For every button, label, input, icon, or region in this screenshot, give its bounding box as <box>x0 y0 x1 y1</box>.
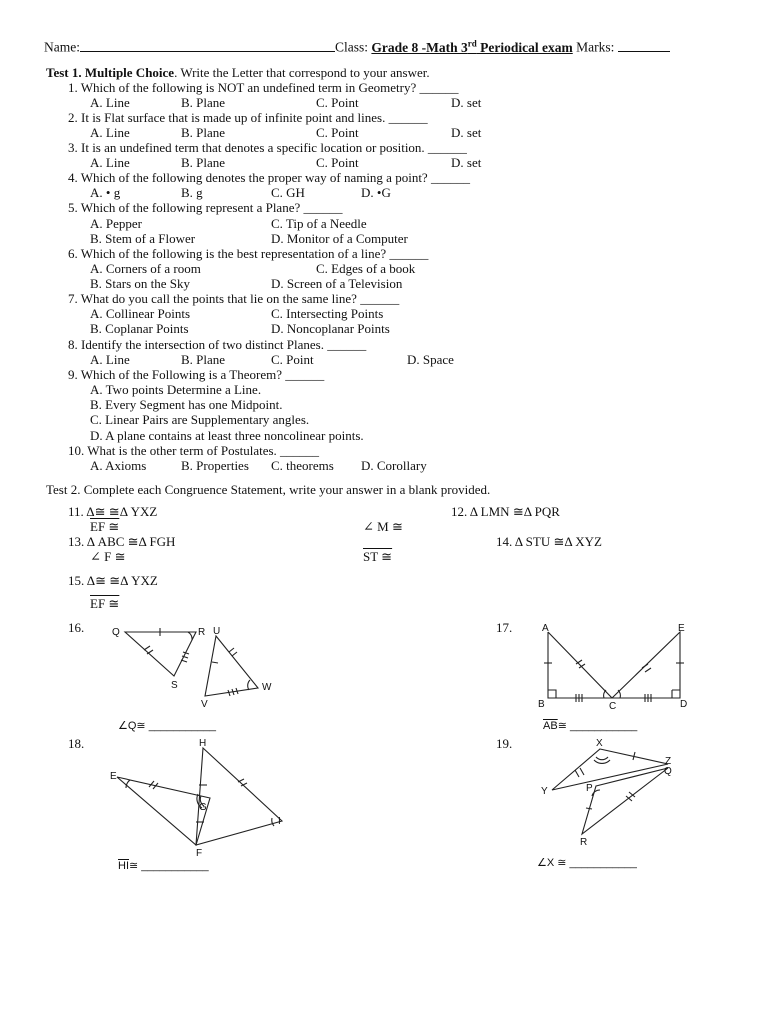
triangle-uvw <box>205 636 258 696</box>
option[interactable]: D. Screen of a Television <box>271 276 403 291</box>
figure-19-triangles <box>552 749 668 834</box>
item-11-prompt: EF ≅ <box>90 519 120 534</box>
option[interactable]: C. GH <box>271 185 305 200</box>
label-h: H <box>199 738 207 749</box>
class-value: Grade 8 -Math 3rd Periodical exam <box>371 38 573 55</box>
option[interactable]: A. Axioms <box>90 458 147 473</box>
test2-title: Test 2. Complete each Congruence Statement, write your answer in a blank provided. <box>46 482 491 497</box>
question-7: 7. What do you call the points that lie on the same line? ______ <box>68 291 400 306</box>
option[interactable]: B. Plane <box>181 95 226 110</box>
item-16-answer[interactable]: ∠Q≅ ___________ <box>118 720 216 732</box>
option[interactable]: C. Edges of a book <box>316 261 416 276</box>
figure-17-triangles <box>544 632 684 702</box>
label-z: Z <box>665 756 672 767</box>
option[interactable]: B. Properties <box>181 458 249 473</box>
question-4: 4. Which of the following denotes the proper way of naming a point? ______ <box>68 170 470 185</box>
item-12: 12. Δ LMN ≅Δ PQR <box>451 504 560 519</box>
option[interactable]: C. Linear Pairs are Supplementary angles. <box>90 412 310 427</box>
label-x: X <box>596 738 603 749</box>
item-15: 15. Δ≅ ≅Δ YXZ <box>68 573 158 588</box>
item-14-prompt: ST ≅ <box>363 549 393 564</box>
item-12-prompt: ∠ M ≅ <box>363 519 403 534</box>
label-b: B <box>538 699 545 710</box>
class-label: Class: <box>335 39 369 55</box>
option[interactable]: D. •G <box>361 185 391 200</box>
option[interactable]: B. Plane <box>181 155 226 170</box>
question-6: 6. Which of the following is the best representation of a line? ______ <box>68 246 429 261</box>
option[interactable]: D. Monitor of a Computer <box>271 231 408 246</box>
item-14: 14. Δ STU ≅Δ XYZ <box>496 534 602 549</box>
label-r: R <box>580 837 588 848</box>
item-11: 11. Δ≅ ≅Δ YXZ <box>68 504 158 519</box>
question-1: 1. Which of the following is NOT an undefined term in Geometry? ______ <box>68 80 459 95</box>
option[interactable]: A. Line <box>90 125 130 140</box>
item-13-prompt: ∠ F ≅ <box>90 549 126 564</box>
figure-16-triangles <box>125 628 258 696</box>
item-17-answer[interactable]: $\overline{AB}≅$ ___________ <box>543 720 638 732</box>
option[interactable]: B. Stem of a Flower <box>90 231 196 246</box>
option[interactable]: C. Intersecting Points <box>271 306 384 321</box>
item-19-answer[interactable]: ∠X ≅ ___________ <box>537 857 637 869</box>
question-8: 8. Identify the intersection of two distinct Planes. ______ <box>68 337 367 352</box>
question-3: 3. It is an undefined term that denotes a specific location or position. ______ <box>68 140 467 155</box>
item-18-number: 18. <box>68 736 85 751</box>
label-s: S <box>171 680 178 691</box>
triangle-xzy <box>552 749 668 790</box>
marks-label: Marks: <box>572 39 615 55</box>
option[interactable]: D. Noncoplanar Points <box>271 321 390 336</box>
label-c: C <box>609 701 617 712</box>
option[interactable]: A. Two points Determine a Line. <box>90 382 262 397</box>
item-13: 13. Δ ABC ≅Δ FGH <box>68 534 176 549</box>
option[interactable]: D. set <box>451 125 482 140</box>
label-y: Y <box>541 786 548 797</box>
option[interactable]: D. set <box>451 95 482 110</box>
option[interactable]: D. Corollary <box>361 458 427 473</box>
triangle-pqr <box>582 768 668 834</box>
figure-18-triangles <box>117 748 282 845</box>
test1-title: Test 1. Multiple Choice. Write the Letter that correspond to your answer. <box>46 65 430 80</box>
triangle-qrs <box>125 632 196 676</box>
option[interactable]: C. Point <box>316 125 359 140</box>
option[interactable]: C. Point <box>316 95 359 110</box>
label-u: U <box>213 626 221 637</box>
label-d: D <box>680 699 688 710</box>
option[interactable]: A. Pepper <box>90 216 142 231</box>
option[interactable]: C. theorems <box>271 458 334 473</box>
option[interactable]: B. Plane <box>181 352 226 367</box>
option[interactable]: B. g <box>181 185 203 200</box>
option[interactable]: A. Collinear Points <box>90 306 191 321</box>
item-18-answer[interactable]: $\overline{HI}≅$ ___________ <box>118 860 209 872</box>
question-9: 9. Which of the Following is a Theorem? ______ <box>68 367 325 382</box>
item-15-prompt: EF ≅ <box>90 596 120 611</box>
label-e: E <box>110 771 117 782</box>
label-p: P <box>586 783 593 794</box>
option[interactable]: B. Stars on the Sky <box>90 276 191 291</box>
option[interactable]: D. set <box>451 155 482 170</box>
triangle-egf <box>117 777 210 845</box>
label-a: A <box>542 623 549 634</box>
label-r: R <box>198 627 206 638</box>
option[interactable]: B. Plane <box>181 125 226 140</box>
option[interactable]: A. Line <box>90 155 130 170</box>
option[interactable]: D. Space <box>407 352 454 367</box>
option[interactable]: A. Corners of a room <box>90 261 201 276</box>
triangle-hgi <box>196 748 282 845</box>
label-q: Q <box>664 766 672 777</box>
option[interactable]: C. Tip of a Needle <box>271 216 367 231</box>
question-10: 10. What is the other term of Postulates. ______ <box>68 443 320 458</box>
option[interactable]: A. Line <box>90 352 130 367</box>
item-16-number: 16. <box>68 620 85 635</box>
label-v: V <box>201 699 208 710</box>
question-5: 5. Which of the following represent a Plane? ______ <box>68 200 343 215</box>
item-19-number: 19. <box>496 736 513 751</box>
label-g: G <box>199 802 207 813</box>
option[interactable]: B. Coplanar Points <box>90 321 189 336</box>
option[interactable]: D. A plane contains at least three noncolinear points. <box>90 428 364 443</box>
label-q: Q <box>112 627 120 638</box>
label-f: F <box>196 848 203 859</box>
item-17-number: 17. <box>496 620 513 635</box>
label-w: W <box>262 682 272 693</box>
option[interactable]: C. Point <box>271 352 314 367</box>
question-2: 2. It is Flat surface that is made up of infinite point and lines. ______ <box>68 110 428 125</box>
option[interactable]: A. Line <box>90 95 130 110</box>
label-e: E <box>678 623 685 634</box>
option[interactable]: B. Every Segment has one Midpoint. <box>90 397 283 412</box>
label-i: I <box>278 816 281 827</box>
name-label: Name: <box>44 39 80 55</box>
option[interactable]: A. • g <box>90 185 121 200</box>
option[interactable]: C. Point <box>316 155 359 170</box>
